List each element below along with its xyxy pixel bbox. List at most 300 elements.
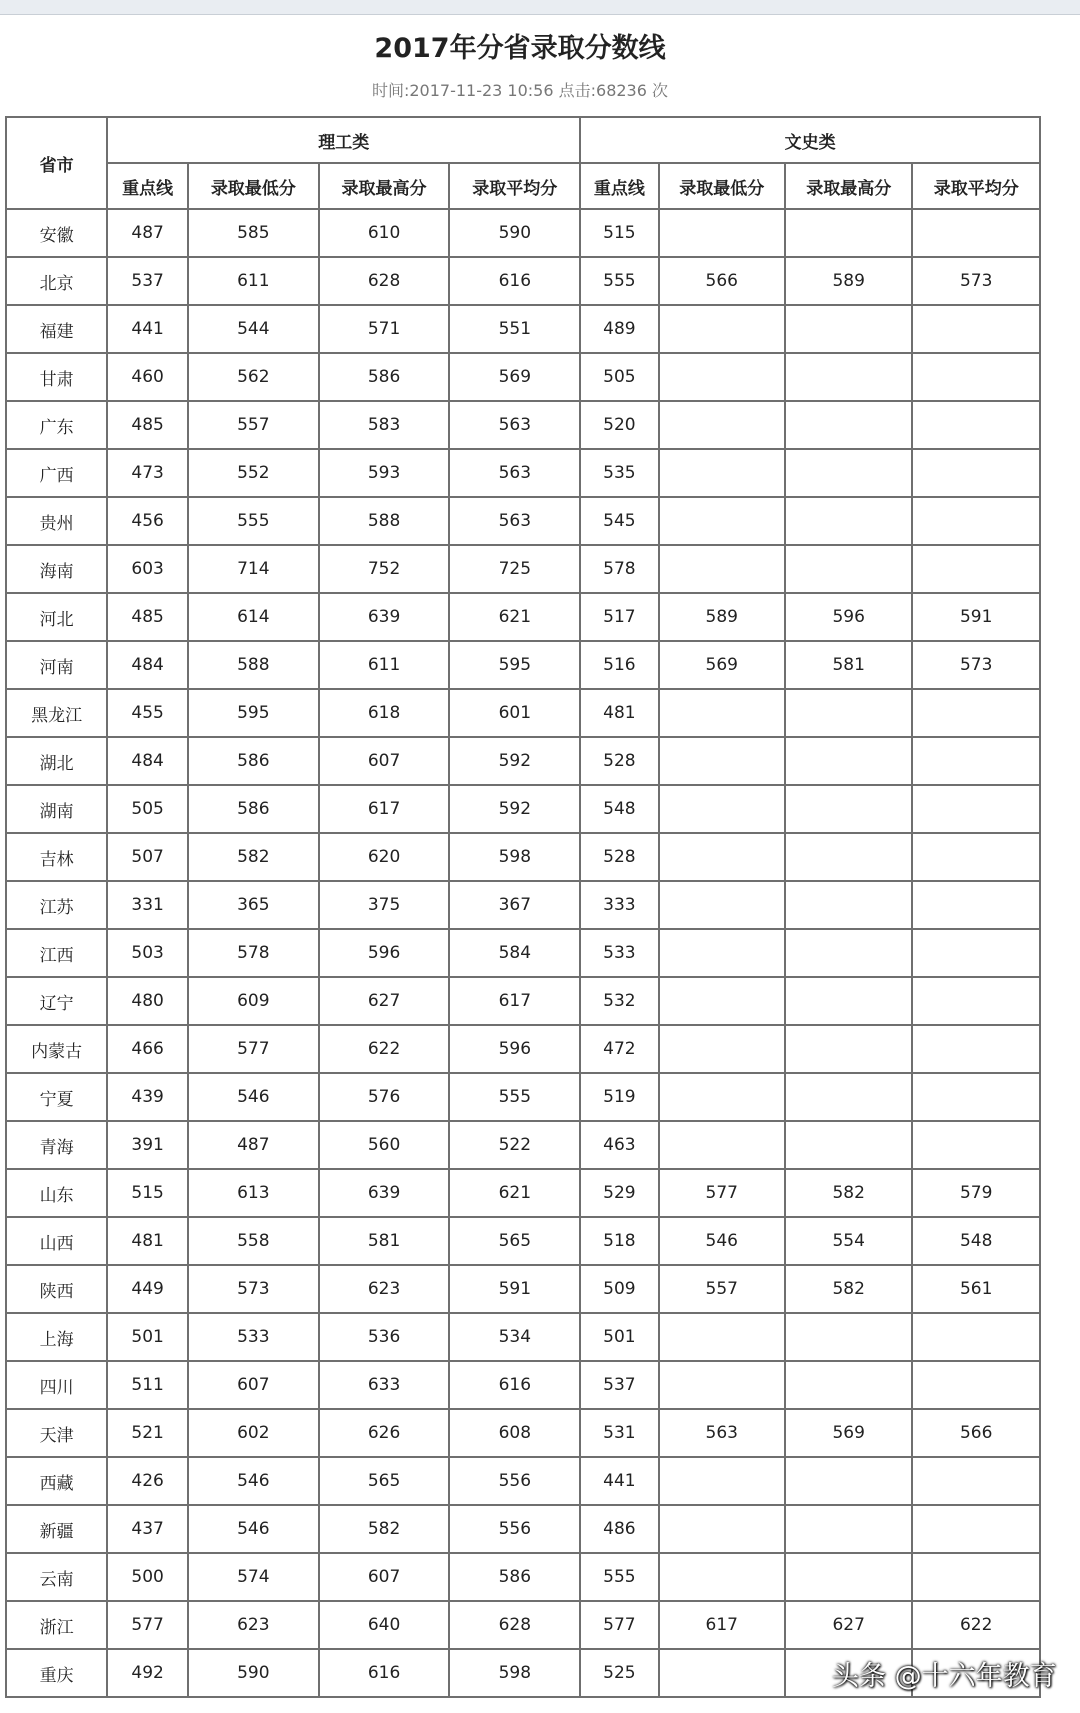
science-key-line-cell: 492: [107, 1649, 188, 1697]
science-max-cell: 581: [319, 1217, 450, 1265]
science-avg-cell: 584: [449, 929, 580, 977]
science-max-cell: 639: [319, 1169, 450, 1217]
science-key-line-cell: 500: [107, 1553, 188, 1601]
arts-key-line-cell: 555: [580, 257, 658, 305]
arts-avg-cell: 566: [912, 1409, 1040, 1457]
arts-min-cell: [659, 305, 785, 353]
province-cell: 河北: [6, 593, 107, 641]
science-max-cell: 375: [319, 881, 450, 929]
science-min-cell: 558: [188, 1217, 319, 1265]
table-row: [6, 1121, 1040, 1169]
science-avg-cell: 628: [449, 1601, 580, 1649]
science-avg-cell: 551: [449, 305, 580, 353]
arts-max-cell: 596: [785, 593, 912, 641]
science-min-cell: 365: [188, 881, 319, 929]
arts-key-line-cell: 532: [580, 977, 658, 1025]
science-max-cell: 639: [319, 593, 450, 641]
science-key-line-cell: 603: [107, 545, 188, 593]
science-avg-cell: 522: [449, 1121, 580, 1169]
table-row: [6, 257, 1040, 305]
science-avg-cell: 617: [449, 977, 580, 1025]
table-row: [6, 977, 1040, 1025]
arts-avg-cell: [912, 977, 1040, 1025]
table-row: [6, 305, 1040, 353]
science-key-line-cell: 484: [107, 641, 188, 689]
science-avg-cell: 621: [449, 1169, 580, 1217]
science-min-cell: 574: [188, 1553, 319, 1601]
science-max-cell: 640: [319, 1601, 450, 1649]
arts-avg-cell: [912, 305, 1040, 353]
province-cell: 甘肃: [6, 353, 107, 401]
science-avg-cell: 596: [449, 1025, 580, 1073]
arts-key-line-cell: 515: [580, 209, 658, 257]
arts-max-cell: [785, 1121, 912, 1169]
science-min-cell: 613: [188, 1169, 319, 1217]
science-min-cell: 552: [188, 449, 319, 497]
science-min-cell: 607: [188, 1361, 319, 1409]
arts-key-line-cell: 529: [580, 1169, 658, 1217]
arts-max-cell: 582: [785, 1169, 912, 1217]
arts-min-cell: [659, 353, 785, 401]
province-cell: 吉林: [6, 833, 107, 881]
science-avg-cell: 555: [449, 1073, 580, 1121]
science-max-cell: 607: [319, 1553, 450, 1601]
arts-min-cell: 577: [659, 1169, 785, 1217]
science-min-cell: 623: [188, 1601, 319, 1649]
science-key-line-cell: 481: [107, 1217, 188, 1265]
table-row: [6, 1505, 1040, 1553]
science-avg-cell: 621: [449, 593, 580, 641]
science-key-line-cell: 456: [107, 497, 188, 545]
science-max-cell: 616: [319, 1649, 450, 1697]
arts-key-line-cell: 525: [580, 1649, 658, 1697]
science-key-line-cell: 484: [107, 737, 188, 785]
province-cell: 广西: [6, 449, 107, 497]
table-row: [6, 449, 1040, 497]
province-cell: 海南: [6, 545, 107, 593]
province-cell: 陕西: [6, 1265, 107, 1313]
table-row: [6, 1313, 1040, 1361]
science-avg-cell: 569: [449, 353, 580, 401]
arts-max-cell: 569: [785, 1409, 912, 1457]
science-key-line-cell: 449: [107, 1265, 188, 1313]
browser-top-bar: [0, 0, 1080, 15]
arts-key-line-cell: 486: [580, 1505, 658, 1553]
province-cell: 浙江: [6, 1601, 107, 1649]
province-cell: 宁夏: [6, 1073, 107, 1121]
arts-min-cell: [659, 1361, 785, 1409]
arts-min-cell: [659, 497, 785, 545]
science-key-line-cell: 455: [107, 689, 188, 737]
province-cell: 辽宁: [6, 977, 107, 1025]
arts-min-cell: [659, 209, 785, 257]
science-avg-score-header: 录取平均分: [449, 163, 580, 209]
arts-min-cell: [659, 1025, 785, 1073]
science-avg-cell: 725: [449, 545, 580, 593]
science-min-cell: 609: [188, 977, 319, 1025]
science-avg-cell: 592: [449, 785, 580, 833]
science-max-cell: 627: [319, 977, 450, 1025]
science-key-line-cell: 487: [107, 209, 188, 257]
province-cell: 山东: [6, 1169, 107, 1217]
science-min-cell: 557: [188, 401, 319, 449]
arts-min-cell: [659, 929, 785, 977]
watermark: 头条 @十六年教育: [832, 1661, 1057, 1692]
science-avg-cell: 590: [449, 209, 580, 257]
arts-key-line-cell: 481: [580, 689, 658, 737]
arts-max-cell: [785, 401, 912, 449]
science-min-cell: 555: [188, 497, 319, 545]
science-key-line-cell: 485: [107, 593, 188, 641]
arts-max-cell: [785, 1553, 912, 1601]
arts-avg-cell: [912, 1553, 1040, 1601]
science-max-cell: 565: [319, 1457, 450, 1505]
science-max-cell: 620: [319, 833, 450, 881]
province-cell: 江西: [6, 929, 107, 977]
science-min-cell: 487: [188, 1121, 319, 1169]
table-row: [6, 833, 1040, 881]
province-cell: 青海: [6, 1121, 107, 1169]
province-cell: 重庆: [6, 1649, 107, 1697]
arts-key-line-cell: 528: [580, 833, 658, 881]
arts-key-line-cell: 489: [580, 305, 658, 353]
arts-key-line-cell: 516: [580, 641, 658, 689]
arts-avg-cell: [912, 833, 1040, 881]
science-min-cell: 590: [188, 1649, 319, 1697]
science-max-cell: 617: [319, 785, 450, 833]
score-table: [5, 116, 1041, 1698]
science-max-cell: 583: [319, 401, 450, 449]
arts-min-cell: 557: [659, 1265, 785, 1313]
arts-avg-cell: [912, 401, 1040, 449]
arts-avg-cell: [912, 1505, 1040, 1553]
science-max-cell: 576: [319, 1073, 450, 1121]
table-row: [6, 209, 1040, 257]
science-min-score-header: 录取最低分: [188, 163, 319, 209]
arts-avg-cell: [912, 1457, 1040, 1505]
science-avg-cell: 563: [449, 449, 580, 497]
arts-key-line-cell: 518: [580, 1217, 658, 1265]
arts-avg-cell: [912, 1121, 1040, 1169]
table-column-header-row: [6, 163, 1040, 209]
science-max-cell: 607: [319, 737, 450, 785]
arts-key-line-cell: 533: [580, 929, 658, 977]
arts-avg-cell: [912, 689, 1040, 737]
science-key-line-header: 重点线: [107, 163, 188, 209]
arts-min-cell: 589: [659, 593, 785, 641]
science-min-cell: 611: [188, 257, 319, 305]
arts-group-header: 文史类: [580, 117, 1040, 163]
arts-max-cell: [785, 929, 912, 977]
province-cell: 湖北: [6, 737, 107, 785]
arts-max-cell: [785, 305, 912, 353]
arts-key-line-cell: 537: [580, 1361, 658, 1409]
arts-key-line-cell: 531: [580, 1409, 658, 1457]
science-key-line-cell: 521: [107, 1409, 188, 1457]
table-row: [6, 1361, 1040, 1409]
arts-key-line-cell: 333: [580, 881, 658, 929]
arts-key-line-cell: 578: [580, 545, 658, 593]
science-max-cell: 752: [319, 545, 450, 593]
science-avg-cell: 591: [449, 1265, 580, 1313]
science-min-cell: 544: [188, 305, 319, 353]
arts-avg-cell: 561: [912, 1265, 1040, 1313]
science-max-cell: 618: [319, 689, 450, 737]
science-key-line-cell: 473: [107, 449, 188, 497]
science-max-cell: 588: [319, 497, 450, 545]
science-key-line-cell: 537: [107, 257, 188, 305]
science-min-cell: 614: [188, 593, 319, 641]
science-key-line-cell: 391: [107, 1121, 188, 1169]
arts-min-cell: [659, 833, 785, 881]
table-row: [6, 689, 1040, 737]
table-row: [6, 497, 1040, 545]
province-cell: 上海: [6, 1313, 107, 1361]
province-cell: 福建: [6, 305, 107, 353]
science-avg-cell: 608: [449, 1409, 580, 1457]
arts-max-cell: [785, 689, 912, 737]
arts-max-cell: [785, 449, 912, 497]
science-avg-cell: 556: [449, 1505, 580, 1553]
arts-avg-score-header: 录取平均分: [912, 163, 1040, 209]
science-key-line-cell: 501: [107, 1313, 188, 1361]
table-row: [6, 1025, 1040, 1073]
science-min-cell: 586: [188, 737, 319, 785]
arts-key-line-cell: 472: [580, 1025, 658, 1073]
arts-avg-cell: [912, 209, 1040, 257]
science-key-line-cell: 439: [107, 1073, 188, 1121]
science-max-cell: 610: [319, 209, 450, 257]
science-key-line-cell: 485: [107, 401, 188, 449]
arts-min-cell: [659, 881, 785, 929]
science-key-line-cell: 426: [107, 1457, 188, 1505]
arts-min-cell: [659, 1649, 785, 1697]
science-avg-cell: 563: [449, 401, 580, 449]
science-min-cell: 546: [188, 1073, 319, 1121]
arts-avg-cell: [912, 1073, 1040, 1121]
arts-avg-cell: 622: [912, 1601, 1040, 1649]
arts-min-cell: [659, 689, 785, 737]
arts-avg-cell: [912, 929, 1040, 977]
science-avg-cell: 563: [449, 497, 580, 545]
province-cell: 新疆: [6, 1505, 107, 1553]
province-cell: 北京: [6, 257, 107, 305]
arts-avg-cell: [912, 737, 1040, 785]
province-cell: 内蒙古: [6, 1025, 107, 1073]
arts-avg-cell: [912, 545, 1040, 593]
arts-avg-cell: [912, 497, 1040, 545]
science-avg-cell: 616: [449, 257, 580, 305]
province-cell: 云南: [6, 1553, 107, 1601]
province-cell: 广东: [6, 401, 107, 449]
science-min-cell: 585: [188, 209, 319, 257]
science-avg-cell: 367: [449, 881, 580, 929]
arts-max-cell: 582: [785, 1265, 912, 1313]
province-column-header: 省市: [6, 117, 107, 209]
science-max-cell: 536: [319, 1313, 450, 1361]
arts-max-cell: 627: [785, 1601, 912, 1649]
science-max-cell: 623: [319, 1265, 450, 1313]
province-cell: 贵州: [6, 497, 107, 545]
science-min-cell: 573: [188, 1265, 319, 1313]
arts-max-cell: 554: [785, 1217, 912, 1265]
science-min-cell: 582: [188, 833, 319, 881]
science-avg-cell: 598: [449, 1649, 580, 1697]
arts-max-cell: [785, 737, 912, 785]
science-max-score-header: 录取最高分: [319, 163, 450, 209]
arts-key-line-header: 重点线: [580, 163, 658, 209]
arts-key-line-cell: 501: [580, 1313, 658, 1361]
arts-max-cell: [785, 545, 912, 593]
science-avg-cell: 595: [449, 641, 580, 689]
arts-min-cell: [659, 401, 785, 449]
province-cell: 四川: [6, 1361, 107, 1409]
science-min-cell: 533: [188, 1313, 319, 1361]
science-max-cell: 633: [319, 1361, 450, 1409]
arts-min-cell: [659, 1505, 785, 1553]
table-row: [6, 545, 1040, 593]
province-cell: 黑龙江: [6, 689, 107, 737]
science-key-line-cell: 460: [107, 353, 188, 401]
province-cell: 河南: [6, 641, 107, 689]
table-row: [6, 929, 1040, 977]
arts-avg-cell: 579: [912, 1169, 1040, 1217]
science-max-cell: 560: [319, 1121, 450, 1169]
arts-min-cell: [659, 737, 785, 785]
science-key-line-cell: 507: [107, 833, 188, 881]
arts-max-cell: [785, 977, 912, 1025]
science-max-cell: 582: [319, 1505, 450, 1553]
arts-min-cell: 617: [659, 1601, 785, 1649]
arts-key-line-cell: 555: [580, 1553, 658, 1601]
science-key-line-cell: 437: [107, 1505, 188, 1553]
science-avg-cell: 616: [449, 1361, 580, 1409]
science-max-cell: 628: [319, 257, 450, 305]
arts-min-score-header: 录取最低分: [659, 163, 785, 209]
science-key-line-cell: 577: [107, 1601, 188, 1649]
province-cell: 湖南: [6, 785, 107, 833]
arts-avg-cell: [912, 1025, 1040, 1073]
arts-min-cell: [659, 785, 785, 833]
science-min-cell: 578: [188, 929, 319, 977]
arts-min-cell: [659, 1553, 785, 1601]
arts-key-line-cell: 535: [580, 449, 658, 497]
science-key-line-cell: 503: [107, 929, 188, 977]
science-key-line-cell: 505: [107, 785, 188, 833]
arts-max-cell: [785, 1313, 912, 1361]
science-key-line-cell: 331: [107, 881, 188, 929]
science-min-cell: 602: [188, 1409, 319, 1457]
science-group-header: 理工类: [107, 117, 580, 163]
science-avg-cell: 586: [449, 1553, 580, 1601]
table-row: [6, 593, 1040, 641]
arts-key-line-cell: 463: [580, 1121, 658, 1169]
table-row: [6, 1409, 1040, 1457]
science-max-cell: 611: [319, 641, 450, 689]
arts-min-cell: [659, 1121, 785, 1169]
science-max-cell: 596: [319, 929, 450, 977]
arts-min-cell: [659, 449, 785, 497]
science-avg-cell: 534: [449, 1313, 580, 1361]
arts-avg-cell: [912, 1361, 1040, 1409]
science-min-cell: 562: [188, 353, 319, 401]
arts-max-cell: [785, 209, 912, 257]
table-row: [6, 1457, 1040, 1505]
arts-avg-cell: 591: [912, 593, 1040, 641]
page-title: 2017年分省录取分数线: [374, 33, 666, 64]
arts-max-cell: [785, 353, 912, 401]
arts-key-line-cell: 520: [580, 401, 658, 449]
science-max-cell: 571: [319, 305, 450, 353]
science-min-cell: 546: [188, 1505, 319, 1553]
arts-max-cell: [785, 1361, 912, 1409]
arts-max-cell: [785, 1457, 912, 1505]
arts-key-line-cell: 528: [580, 737, 658, 785]
science-avg-cell: 556: [449, 1457, 580, 1505]
arts-avg-cell: 573: [912, 257, 1040, 305]
province-cell: 江苏: [6, 881, 107, 929]
arts-max-cell: [785, 881, 912, 929]
table-row: [6, 1217, 1040, 1265]
table-row: [6, 1553, 1040, 1601]
arts-key-line-cell: 517: [580, 593, 658, 641]
arts-max-cell: [785, 1025, 912, 1073]
table-row: [6, 353, 1040, 401]
table-row: [6, 1601, 1040, 1649]
table-row: [6, 1073, 1040, 1121]
science-min-cell: 714: [188, 545, 319, 593]
science-min-cell: 595: [188, 689, 319, 737]
arts-avg-cell: [912, 785, 1040, 833]
science-key-line-cell: 511: [107, 1361, 188, 1409]
arts-key-line-cell: 441: [580, 1457, 658, 1505]
table-body: [6, 209, 1040, 1697]
science-key-line-cell: 480: [107, 977, 188, 1025]
table-group-header-row: [6, 117, 1040, 163]
arts-max-cell: 581: [785, 641, 912, 689]
arts-min-cell: 569: [659, 641, 785, 689]
province-cell: 天津: [6, 1409, 107, 1457]
arts-max-cell: [785, 833, 912, 881]
science-min-cell: 577: [188, 1025, 319, 1073]
province-cell: 安徽: [6, 209, 107, 257]
arts-max-score-header: 录取最高分: [785, 163, 912, 209]
science-min-cell: 546: [188, 1457, 319, 1505]
arts-max-cell: [785, 497, 912, 545]
science-key-line-cell: 441: [107, 305, 188, 353]
science-max-cell: 586: [319, 353, 450, 401]
arts-min-cell: [659, 1313, 785, 1361]
science-min-cell: 586: [188, 785, 319, 833]
arts-key-line-cell: 509: [580, 1265, 658, 1313]
arts-max-cell: [785, 1505, 912, 1553]
arts-max-cell: [785, 1073, 912, 1121]
arts-max-cell: [785, 785, 912, 833]
table-row: [6, 1169, 1040, 1217]
science-avg-cell: 592: [449, 737, 580, 785]
arts-avg-cell: [912, 1313, 1040, 1361]
arts-min-cell: 546: [659, 1217, 785, 1265]
arts-key-line-cell: 577: [580, 1601, 658, 1649]
arts-min-cell: [659, 545, 785, 593]
arts-min-cell: 566: [659, 257, 785, 305]
arts-min-cell: [659, 977, 785, 1025]
table-row: [6, 1265, 1040, 1313]
science-key-line-cell: 515: [107, 1169, 188, 1217]
table-row: [6, 737, 1040, 785]
arts-avg-cell: 548: [912, 1217, 1040, 1265]
science-key-line-cell: 466: [107, 1025, 188, 1073]
